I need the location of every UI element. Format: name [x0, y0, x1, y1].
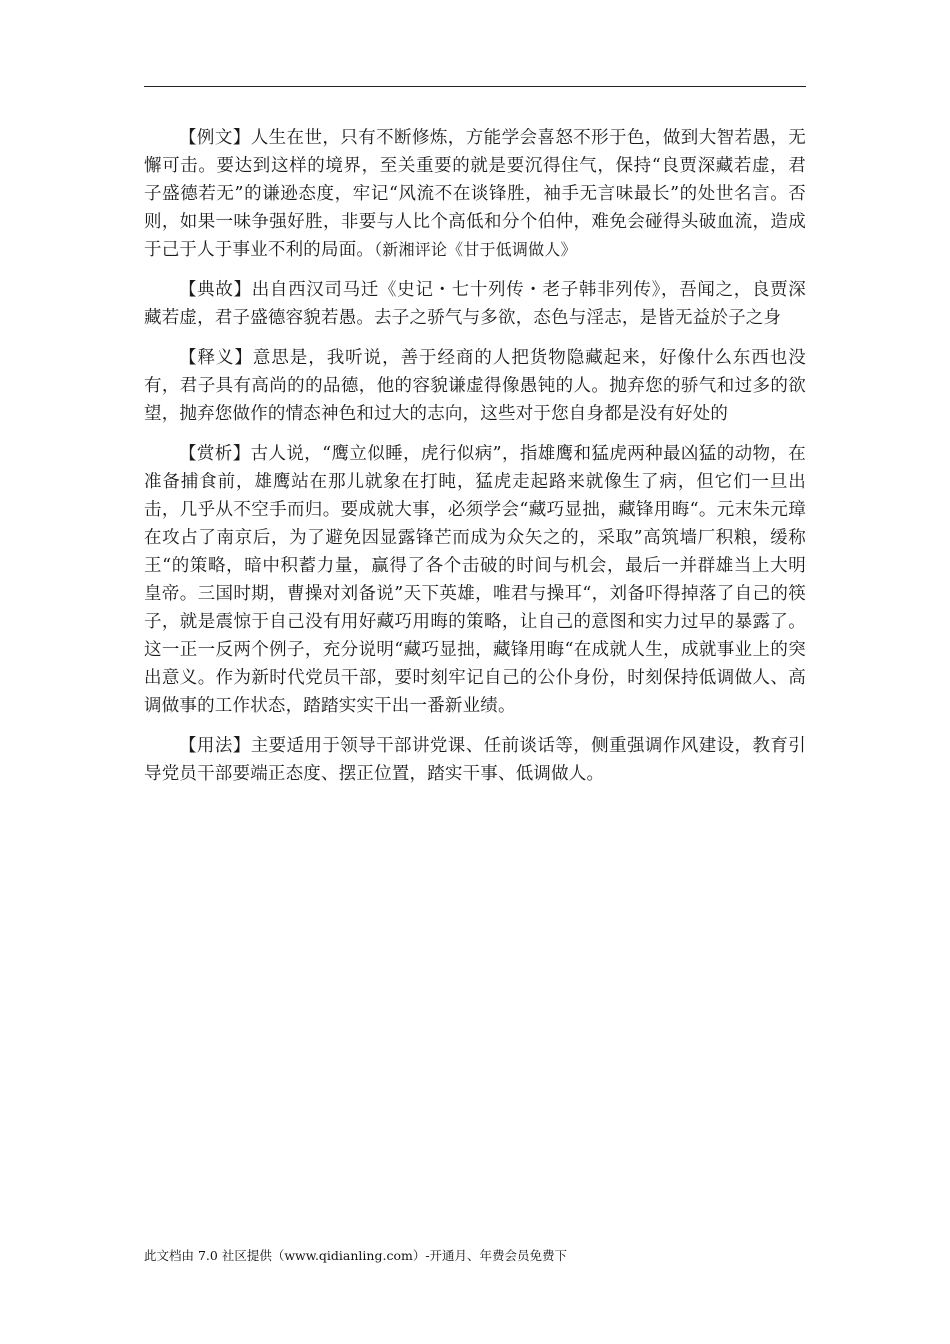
header-rule: [144, 86, 806, 87]
section-label-usage: 【用法】: [179, 736, 251, 756]
document-body: [144, 124, 806, 800]
paragraph-usage: [144, 732, 806, 788]
section-text-usage: 主要适用于领导干部讲党课、任前谈话等，侧重强调作风建设，教育引导党员干部要端正态度、摆正位置，踏实干事、低调做人。: [144, 736, 806, 784]
section-text-appreciation: 古人说，“鹰立似睡，虎行似病”，指雄鹰和猛虎两种最凶猛的动物，在准备捕食前，雄鹰站在那儿就象在打盹，猛虎走起路来就像生了病，但它们一旦出击，几乎从不空手而归。要成就大事，必须学会“藏巧显拙，藏锋用晦“。元末朱元璋在攻占了南京后，为了避免因显露锋芒而成为众矢之的，采取”高筑墙厂积粮，缓称王“的策略，暗中积蓄力量，赢得了各个击破的时间与机会，最后一并群雄当上大明皇帝。三国时期，曹操对刘备说”天下英雄，唯君与操耳“，刘备吓得掉落了自己的筷子，就是震惊于自己没有用好藏巧用晦的策略，让自己的意图和实力过早的暴露了。这一正一反两个例子，充分说明“藏巧显拙，藏锋用晦“在成就人生，成就事业上的突出意义。作为新时代党员干部，要时刻牢记自己的公仆身份，时刻保持低调做人、高调做事的工作状态，踏踏实实干出一番新业绩。: [144, 444, 806, 716]
section-text-interpretation: 意思是，我听说，善于经商的人把货物隐藏起来，好像什么东西也没有，君子具有高尚的的品德，他的容貌谦虚得像愚钝的人。抛弃您的骄气和过多的欲望，抛弃您做作的情态神色和过大的志向，这些对于您自身都是没有好处的: [144, 348, 806, 424]
paragraph-appreciation: [144, 440, 806, 720]
section-label-interpretation: 【释义】: [179, 348, 253, 368]
section-label-allusion: 【典故】: [179, 280, 252, 300]
section-source-example: （新湘评论《甘于低调做人》: [374, 240, 577, 259]
paragraph-allusion: [144, 276, 806, 332]
footer-text: 此文档由 7.0 社区提供（www.qidianling.com）-开通月、年费会员免费下: [144, 1248, 568, 1263]
section-text-allusion: 出自西汉司马迁《史记・七十列传・老子韩非列传》，吾闻之，良贾深藏若虚，君子盛德容貌若愚。去子之骄气与多欲，态色与淫志，是皆无益於子之身: [144, 280, 806, 328]
section-label-appreciation: 【赏析】: [179, 444, 251, 464]
section-text-example: 人生在世，只有不断修炼，方能学会喜怒不形于色，做到大智若愚，无懈可击。要达到这样的境界，至关重要的就是要沉得住气，保持“良贾深藏若虚，君子盛德若无”的谦逊态度，牢记“风流不在谈锋胜，袖手无言味最长”的处世名言。否则，如果一味争强好胜，非要与人比个高低和分个伯仲，难免会碰得头破血流，造成于己于人于事业不利的局面。: [144, 128, 806, 260]
section-label-example: 【例文】: [179, 128, 251, 148]
paragraph-example: [144, 124, 806, 264]
paragraph-interpretation: [144, 344, 806, 428]
